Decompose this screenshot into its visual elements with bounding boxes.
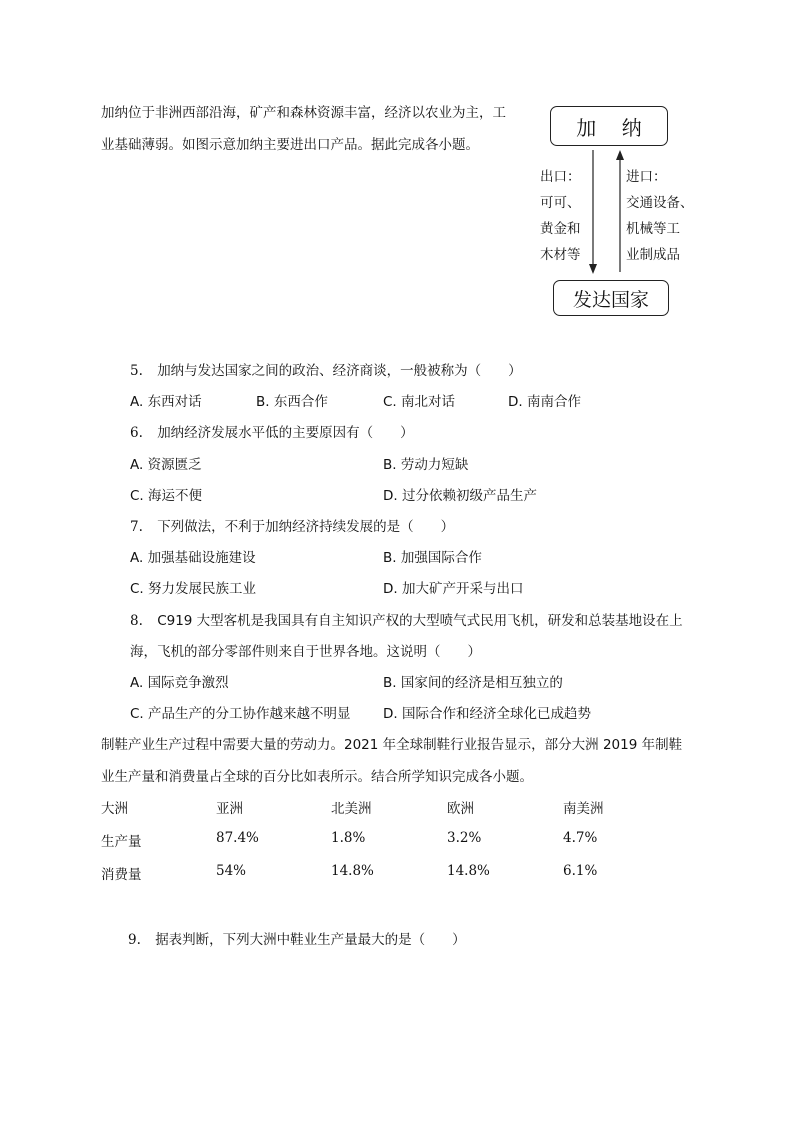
intro-line-1: 加纳位于非洲西部沿海，矿产和森林资源丰富，经济以农业为主，工 <box>101 105 506 121</box>
export-line-1: 出口： <box>540 169 581 185</box>
export-label <box>540 164 581 268</box>
table-cell: 14.8% <box>331 863 374 879</box>
option-d[interactable]: D. 国际合作和经济全球化已成趋势 <box>383 706 591 722</box>
question-number: 6. <box>130 425 143 441</box>
developed-countries-box <box>553 280 669 316</box>
import-line-1: 进口： <box>626 169 667 185</box>
question-stem: 据表判断，下列大洲中鞋业生产量最大的是（ ） <box>155 932 466 948</box>
ghana-box-label: 加 纳 <box>576 115 642 140</box>
question-stem: 下列做法，不利于加纳经济持续发展的是（ ） <box>157 519 455 535</box>
option-c[interactable]: C. 努力发展民族工业 <box>130 581 257 597</box>
table-header-cell: 北美洲 <box>331 801 372 817</box>
export-arrow-head <box>589 264 597 274</box>
question-stem: 加纳经济发展水平低的主要原因有（ ） <box>157 425 414 441</box>
question-stem: 加纳与发达国家之间的政治、经济商谈，一般被称为（ ） <box>157 363 522 379</box>
option-c[interactable]: C. 南北对话 <box>383 394 456 410</box>
table-header-cell: 欧洲 <box>447 801 474 817</box>
shoe-intro-line-2: 业生产量和消费量占全球的百分比如表所示。结合所学知识完成各小题。 <box>101 769 533 785</box>
option-a[interactable]: A. 资源匮乏 <box>130 457 202 473</box>
export-line-3: 黄金和 <box>540 221 581 237</box>
intro-line-2: 业基础薄弱。如图示意加纳主要进出口产品。据此完成各小题。 <box>101 137 479 153</box>
question-number: 9. <box>128 932 141 948</box>
option-c[interactable]: C. 海运不便 <box>130 488 203 504</box>
import-line-4: 业制成品 <box>626 247 680 263</box>
import-line-3: 机械等工 <box>626 221 680 237</box>
table-cell: 生产量 <box>101 834 142 850</box>
table-cell: 3.2% <box>447 830 482 846</box>
export-line-4: 木材等 <box>540 247 581 263</box>
table-cell: 4.7% <box>563 830 598 846</box>
ghana-box <box>550 106 668 146</box>
question-stem-line-2: 海，飞机的部分零部件则来自于世界各地。这说明（ ） <box>130 644 481 660</box>
question-stem-line-1: C919 大型客机是我国具有自主知识产权的大型喷气式民用飞机，研发和总装基地设在上 <box>157 613 683 629</box>
developed-countries-label: 发达国家 <box>572 288 649 311</box>
import-label <box>626 164 694 268</box>
table-cell: 消费量 <box>101 867 142 883</box>
option-b[interactable]: B. 劳动力短缺 <box>383 457 469 473</box>
option-b[interactable]: B. 东西合作 <box>256 394 328 410</box>
option-d[interactable]: D. 南南合作 <box>508 394 581 410</box>
option-a[interactable]: A. 加强基础设施建设 <box>130 550 256 566</box>
table-header-cell: 大洲 <box>101 801 128 817</box>
option-b[interactable]: B. 加强国际合作 <box>383 550 482 566</box>
table-cell: 87.4% <box>216 830 259 846</box>
import-arrow-head <box>616 150 624 160</box>
option-a[interactable]: A. 东西对话 <box>130 394 202 410</box>
table-cell: 1.8% <box>331 830 366 846</box>
option-c[interactable]: C. 产品生产的分工协作越来越不明显 <box>130 706 351 722</box>
option-b[interactable]: B. 国家间的经济是相互独立的 <box>383 675 563 691</box>
table-header-cell: 南美洲 <box>563 801 604 817</box>
option-a[interactable]: A. 国际竞争激烈 <box>130 675 229 691</box>
question-number: 7. <box>130 519 143 535</box>
option-d[interactable]: D. 过分依赖初级产品生产 <box>383 488 537 504</box>
table-cell: 14.8% <box>447 863 490 879</box>
import-line-2: 交通设备、 <box>626 195 694 211</box>
table-header-cell: 亚洲 <box>216 801 243 817</box>
question-number: 5. <box>130 363 143 379</box>
table-cell: 54% <box>216 863 247 879</box>
option-d[interactable]: D. 加大矿产开采与出口 <box>383 581 524 597</box>
export-line-2: 可可、 <box>540 195 581 211</box>
shoe-intro-line-1: 制鞋产业生产过程中需要大量的劳动力。2021 年全球制鞋行业报告显示，部分大洲 2019 年制鞋 <box>101 737 683 753</box>
trade-arrows <box>580 146 630 278</box>
table-cell: 6.1% <box>563 863 598 879</box>
question-number: 8. <box>130 613 143 629</box>
